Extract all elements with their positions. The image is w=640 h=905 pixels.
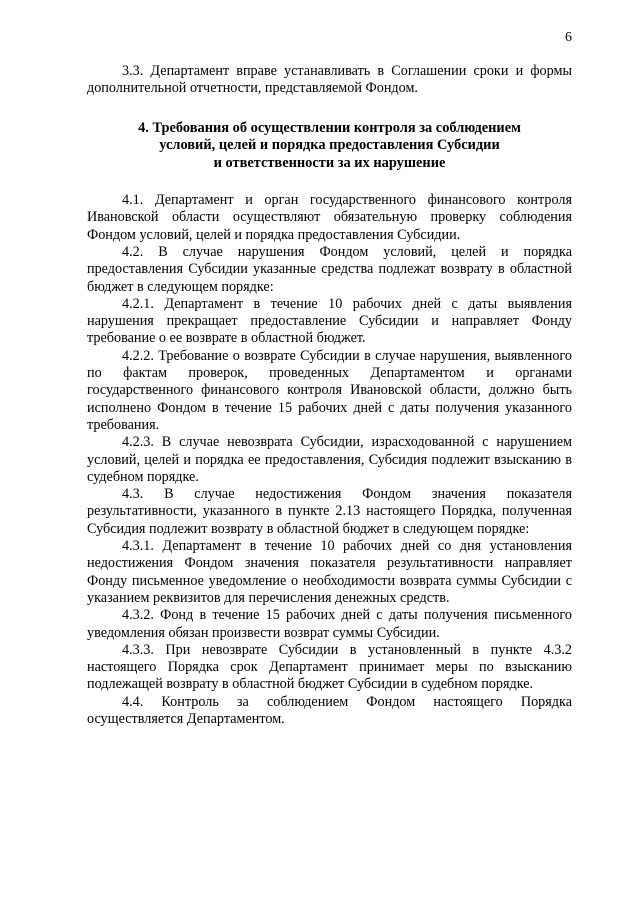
paragraph-4-3: 4.3. В случае недостижения Фондом значения показателя результативности, указанного в пункте 2.13 настоящего Порядка, полученная Субсидия подлежит возврату в областной бюджет в следующем порядке:: [87, 486, 572, 537]
paragraph-3-3: 3.3. Департамент вправе устанавливать в Соглашении сроки и формы дополнительной отчетности, представляемой Фондом.: [87, 63, 572, 97]
section-heading-line-2: условий, целей и порядка предоставления Субсидии: [159, 137, 500, 154]
section-heading-line-3: и ответственности за их нарушение: [213, 154, 446, 171]
document-body: [87, 63, 572, 728]
paragraph-4-3-2: 4.3.2. Фонд в течение 15 рабочих дней с даты получения письменного уведомления обязан произвести возврат суммы Субсидии.: [87, 607, 572, 641]
paragraph-4-2: 4.2. В случае нарушения Фондом условий, целей и порядка предоставления Субсидии указанные средства подлежат возврату в областной бюджет в следующем порядке:: [87, 243, 572, 295]
paragraph-4-2-2: 4.2.2. Требование о возврате Субсидии в случае нарушения, выявленного по фактам проверок, проведенных Департаментом и органами государственного финансового контроля Ивановской области, должно быть исполнено Фондом в течение 15 рабочих дней с даты получения указанного требования.: [87, 347, 572, 433]
paragraph-4-4: 4.4. Контроль за соблюдением Фондом настоящего Порядка осуществляется Департаментом.: [87, 693, 572, 727]
page-number: 6: [565, 30, 572, 45]
section-heading-line-1: 4. Требования об осуществлении контроля за соблюдением: [138, 119, 521, 136]
paragraph-4-2-1: 4.2.1. Департамент в течение 10 рабочих дней с даты выявления нарушения прекращает предоставление Субсидии и направляет Фонду требование о ее возврате в областной бюджет.: [87, 295, 572, 347]
paragraph-4-3-1: 4.3.1. Департамент в течение 10 рабочих дней со дня установления недостижения Фондом значения показателя результативности направляет Фонду письменное уведомление о необходимости возврата суммы Субсидии с указанием реквизитов для перечисления денежных средств.: [87, 538, 572, 606]
paragraph-4-1: 4.1. Департамент и орган государственного финансового контроля Ивановской области осуществляют обязательную проверку соблюдения Фондом условий, целей и порядка предоставления Субсидии.: [87, 192, 572, 243]
paragraph-4-2-3: 4.2.3. В случае невозврата Субсидии, израсходованной с нарушением условий, целей и порядка ее предоставления, Субсидия подлежит взысканию в судебном порядке.: [87, 434, 572, 485]
section-heading: [87, 120, 572, 173]
paragraph-4-3-3: 4.3.3. При невозврате Субсидии в установленный в пункте 4.3.2 настоящего Порядка срок Департамент принимает меры по взысканию подлежащей возврату в областной бюджет Субсидии в судебном порядке.: [87, 641, 572, 693]
